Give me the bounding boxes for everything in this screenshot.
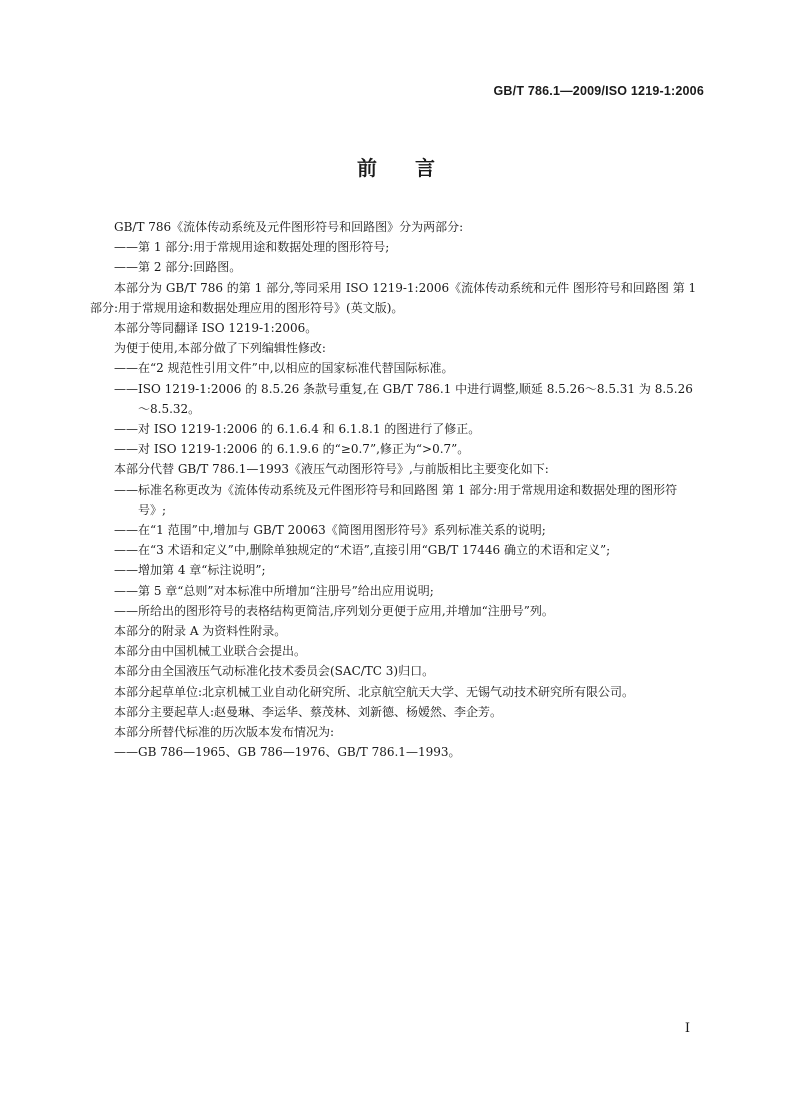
paragraph: 本部分为 GB/T 786 的第 1 部分,等同采用 ISO 1219-1:2006《流体传动系统和元件 图形符号和回路图 第 1 部分:用于常规用途和数据处理应用的图形符号》(英文版)。 <box>90 280 697 315</box>
paragraph: 本部分的附录 A 为资料性附录。 <box>114 624 287 639</box>
list-item: ——第 5 章“总则”对本标准中所增加“注册号”给出应用说明; <box>114 583 434 598</box>
list-item: ——在“1 范围”中,增加与 GB/T 20063《简图用图形符号》系列标准关系的说明; <box>114 523 546 538</box>
list-item: ——对 ISO 1219-1:2006 的 6.1.9.6 的“≥0.7”,修正为“>0.7”。 <box>114 442 470 457</box>
list-item: ——ISO 1219-1:2006 的 8.5.26 条款号重复,在 GB/T 786.1 中进行调整,顺延 8.5.26～8.5.31 为 8.5.26～8.5.32。 <box>114 381 693 416</box>
paragraph: 本部分等同翻译 ISO 1219-1:2006。 <box>114 321 318 336</box>
paragraph: 本部分所替代标准的历次版本发布情况为: <box>114 725 335 740</box>
list-item: ——在“3 术语和定义”中,删除单独规定的“术语”,直接引用“GB/T 17446 确立的术语和定义”; <box>114 543 611 558</box>
list-item: ——GB 786—1965、GB 786—1976、GB/T 786.1—1993。 <box>114 745 461 760</box>
list-item: ——第 1 部分:用于常规用途和数据处理的图形符号; <box>114 240 390 255</box>
foreword-body <box>90 217 702 762</box>
paragraph: 本部分由全国液压气动标准化技术委员会(SAC/TC 3)归口。 <box>114 664 435 679</box>
standard-code: GB/T 786.1—2009/ISO 1219-1:2006 <box>493 84 704 98</box>
list-item: ——所给出的图形符号的表格结构更简洁,序列划分更便于应用,并增加“注册号”列。 <box>114 603 554 618</box>
list-item: ——标准名称更改为《流体传动系统及元件图形符号和回路图 第 1 部分:用于常规用途和数据处理的图形符号》; <box>114 482 678 517</box>
list-item: ——在“2 规范性引用文件”中,以相应的国家标准代替国际标准。 <box>114 361 454 376</box>
paragraph: 本部分主要起草人:赵曼琳、李运华、蔡茂林、刘新德、杨嫒然、李企芳。 <box>114 704 503 719</box>
paragraph: GB/T 786《流体传动系统及元件图形符号和回路图》分为两部分: <box>114 220 464 234</box>
page-title: 前言 <box>357 156 473 180</box>
list-item: ——第 2 部分:回路图。 <box>114 260 242 275</box>
paragraph: 本部分由中国机械工业联合会提出。 <box>114 644 307 659</box>
page-number: I <box>684 1021 690 1036</box>
paragraph: 本部分起草单位:北京机械工业自动化研究所、北京航空航天大学、无锡气动技术研究所有限公司。 <box>114 684 635 699</box>
list-item: ——对 ISO 1219-1:2006 的 6.1.6.4 和 6.1.8.1 的图进行了修正。 <box>114 422 481 437</box>
list-item: ——增加第 4 章“标注说明”; <box>114 563 266 578</box>
paragraph: 本部分代替 GB/T 786.1—1993《液压气动图形符号》,与前版相比主要变化如下: <box>114 462 549 477</box>
paragraph: 为便于使用,本部分做了下列编辑性修改: <box>114 341 326 356</box>
